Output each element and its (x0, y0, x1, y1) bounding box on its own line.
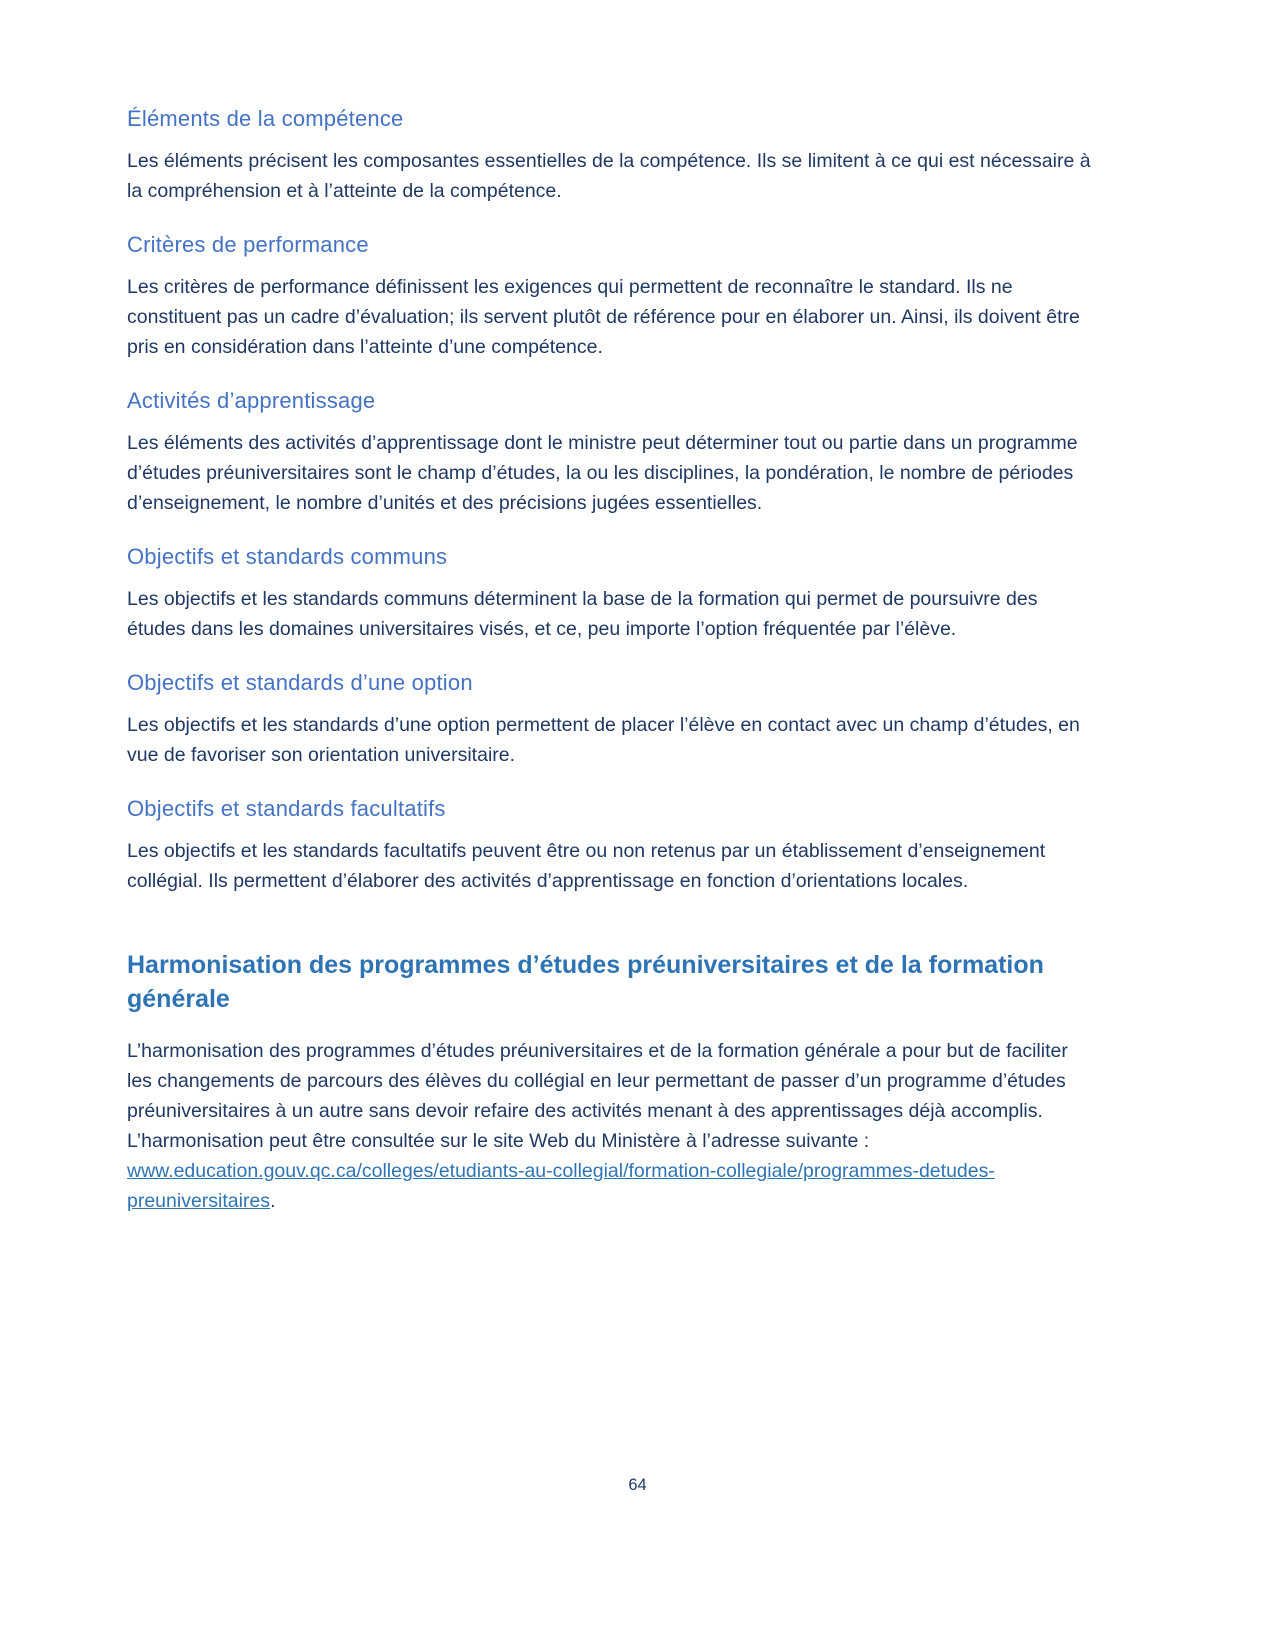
page-number: 64 (628, 1476, 647, 1494)
section-heading: Objectifs et standards d’une option (127, 670, 473, 695)
section-body: Les objectifs et les standards facultatifs peuvent être ou non retenus par un établissement d’enseignement collégial. Ils permettent d’élaborer des activités d’apprentissage en fonction d’orientations locales. (127, 840, 1046, 892)
section-heading: Activités d’apprentissage (127, 388, 376, 413)
section-activites-apprentissage (127, 388, 1092, 518)
page-content (127, 106, 1092, 1216)
section-objectifs-standards-communs (127, 544, 1092, 644)
ministry-website-link[interactable]: www.education.gouv.qc.ca/colleges/etudiants-au-collegial/formation-collegiale/programmes-detudes-preuniversitaires (127, 1160, 995, 1212)
section-body: Les éléments des activités d’apprentissage dont le ministre peut déterminer tout ou partie dans un programme d’études préuniversitaires sont le champ d’études, la ou les disciplines, la pondération, le nombre de périodes d’enseignement, le nombre d’unités et des précisions jugées essentielles. (127, 432, 1078, 514)
section-elements-de-la-competence (127, 106, 1092, 206)
harmonisation-heading: Harmonisation des programmes d’études préuniversitaires et de la formation générale (127, 951, 1044, 1013)
section-body: Les objectifs et les standards communs déterminent la base de la formation qui permet de poursuivre des études dans les domaines universitaires visés, et ce, peu importe l’option fréquentée par l’élève. (127, 588, 1038, 640)
section-heading: Objectifs et standards communs (127, 544, 448, 569)
section-criteres-de-performance (127, 232, 1092, 362)
section-objectifs-standards-option (127, 670, 1092, 770)
harmonisation-body: L’harmonisation des programmes d’études préuniversitaires et de la formation générale a pour but de faciliter les changements de parcours des élèves du collégial en leur permettant de passer d’un programme d’études préuniversitaires à un autre sans devoir refaire des activités menant à des apprentissages déjà accomplis. L’harmonisation peut être consultée sur le site Web du Ministère à l’adresse suivante : (127, 1040, 1068, 1152)
section-body: Les objectifs et les standards d’une option permettent de placer l’élève en contact avec un champ d’études, en vue de favoriser son orientation universitaire. (127, 714, 1080, 766)
link-suffix-period: . (270, 1190, 276, 1212)
section-objectifs-standards-facultatifs (127, 796, 1092, 896)
section-harmonisation (127, 948, 1092, 1216)
section-body: Les critères de performance définissent les exigences qui permettent de reconnaître le standard. Ils ne constituent pas un cadre d’évaluation; ils servent plutôt de référence pour en élaborer un. Ainsi, ils doivent être pris en considération dans l’atteinte d’une compétence. (127, 276, 1080, 358)
harmonisation-link-line (127, 1156, 1092, 1216)
section-heading: Objectifs et standards facultatifs (127, 796, 446, 821)
section-heading: Critères de performance (127, 232, 369, 257)
section-heading: Éléments de la compétence (127, 106, 404, 131)
section-body: Les éléments précisent les composantes essentielles de la compétence. Ils se limitent à ce qui est nécessaire à la compréhension et à l’atteinte de la compétence. (127, 150, 1091, 202)
